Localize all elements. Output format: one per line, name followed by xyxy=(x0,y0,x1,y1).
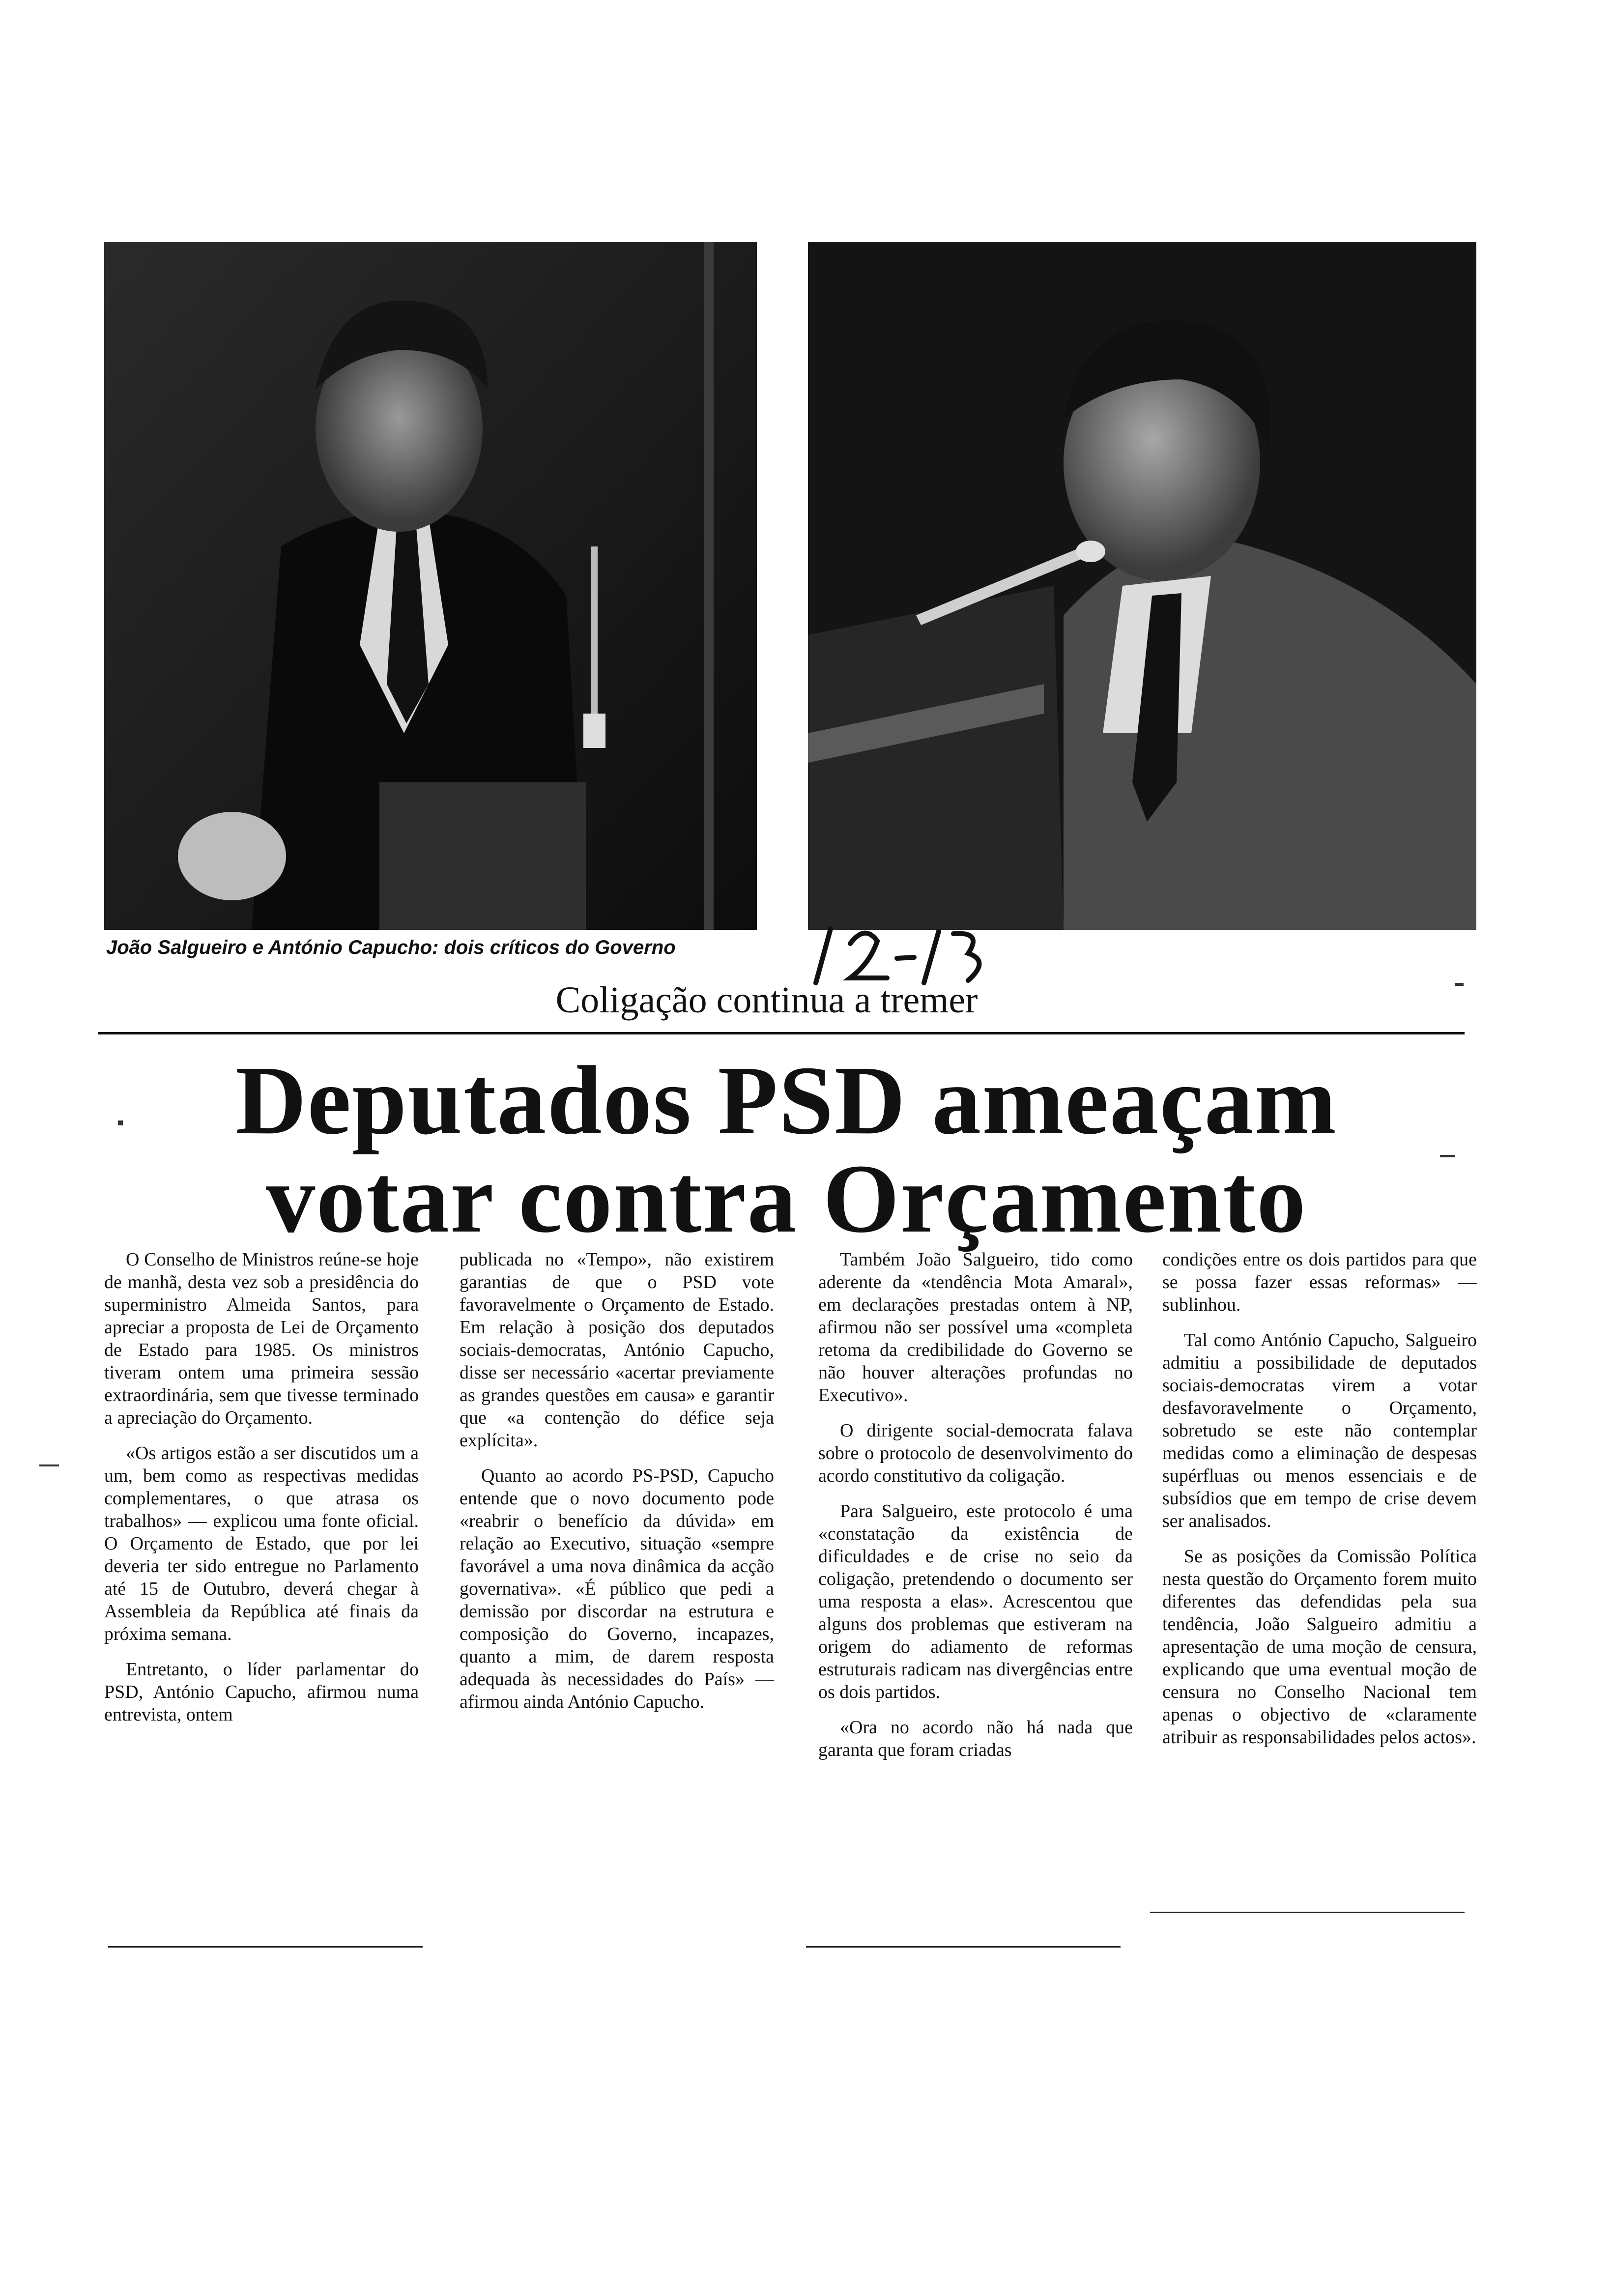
photo-joao-salgueiro xyxy=(104,242,757,930)
headline-line-1: Deputados PSD ameaçam xyxy=(235,1046,1337,1155)
scan-speck xyxy=(1455,983,1464,986)
paragraph: Tal como António Capucho, Salgueiro admitiu a possibilidade de deputados sociais-democratas virem a votar desfavoravelmente o Orçamento, sobretudo se este não contemplar medidas como a eliminação de despesas supérfluas ou menos essenciais e de subsídios que em tempo de crise devem ser analisados. xyxy=(1162,1330,1477,1531)
paragraph: Também João Salgueiro, tido como aderente da «tendência Mota Amaral», em declarações prestadas ontem à NP, afirmou não ser possível uma «completa retoma da credibilidade do Governo se não houver alterações profundas no Executivo». xyxy=(818,1249,1133,1406)
headline-line-2: votar contra Orçamento xyxy=(266,1145,1307,1253)
paragraph: O dirigente social-democrata falava sobre o protocolo de desenvolvimento do acordo constitutivo da coligação. xyxy=(818,1420,1133,1486)
paragraph: «Ora no acordo não há nada que garanta que foram criadas xyxy=(818,1717,1133,1760)
photo-antonio-capucho xyxy=(808,242,1476,930)
paragraph: «Os artigos estão a ser discutidos um a um, bem como as respectivas medidas complementares, o que atrasa os trabalhos» — explicou uma fonte oficial. O Orçamento de Estado, que por lei deveria ter sido entregue no Parlamento até 15 de Outubro, deverá chegar à Assembleia da República até finais da próxima semana. xyxy=(104,1443,419,1644)
article-column-4 xyxy=(1162,1248,1477,1936)
paragraph: Se as posições da Comissão Política nesta questão do Orçamento forem muito diferentes das defendidas pela sua tendência, João Salgueiro admitiu a apresentação de uma moção de censura, explicando que uma eventual moção de censura no Conselho Nacional tem apenas o objectivo de «claramente atribuir as responsabilidades pelos actos». xyxy=(1162,1546,1477,1748)
column-end-rule xyxy=(806,1946,1121,1948)
scan-speck xyxy=(39,1464,59,1466)
article-column-2 xyxy=(460,1248,774,1936)
article-column-1 xyxy=(104,1248,419,1936)
paragraph: condições entre os dois partidos para que se possa fazer essas reformas» — sublinhou. xyxy=(1162,1249,1477,1315)
kicker-headline: Coligação continua a tremer xyxy=(555,979,978,1021)
paragraph: publicada no «Tempo», não existirem garantias de que o PSD vote favoravelmente o Orçamento de Estado. Em relação à posição dos deputados sociais-democratas, António Capucho, disse ser necessário «acertar previamente as grandes questões em causa» e garantir que «a contenção do défice seja explícita». xyxy=(460,1249,774,1451)
article-column-3 xyxy=(818,1248,1133,1936)
paragraph: Entretanto, o líder parlamentar do PSD, António Capucho, afirmou numa entrevista, ontem xyxy=(104,1659,419,1725)
scan-speck xyxy=(1440,1155,1455,1157)
main-headline xyxy=(147,1046,1425,1258)
headline-rule xyxy=(98,1032,1465,1034)
column-end-rule xyxy=(1150,1912,1465,1913)
photo-caption: João Salgueiro e António Capucho: dois críticos do Governo xyxy=(106,937,676,958)
column-end-rule xyxy=(108,1946,423,1948)
paragraph: O Conselho de Ministros reúne-se hoje de manhã, desta vez sob a presidência do superministro Almeida Santos, para apreciar a proposta de Lei de Orçamento de Estado para 1985. Os ministros tiveram ontem uma primeira sessão extraordinária, sem que tivesse terminado a apreciação do Orçamento. xyxy=(104,1249,419,1428)
paragraph: Para Salgueiro, este protocolo é uma «constatação da existência de dificuldades e de crise no seio da coligação, pretendendo o documento ser uma resposta a elas». Acrescentou que alguns dos problemas que estiveram na origem do adiamento de reformas estruturais radicam nas divergências entre os dois partidos. xyxy=(818,1501,1133,1702)
paragraph: Quanto ao acordo PS-PSD, Capucho entende que o novo documento pode «reabrir o benefício da dúvida» em relação ao Executivo, situação «sempre favorável a uma nova dinâmica da acção governativa». «É público que pedi a demissão por discordar na estrutura e composição do Governo, incapazes, quanto a mim, de darem resposta adequada às necessidades do País» — afirmou ainda António Capucho. xyxy=(460,1465,774,1712)
scan-speck xyxy=(118,1120,123,1125)
